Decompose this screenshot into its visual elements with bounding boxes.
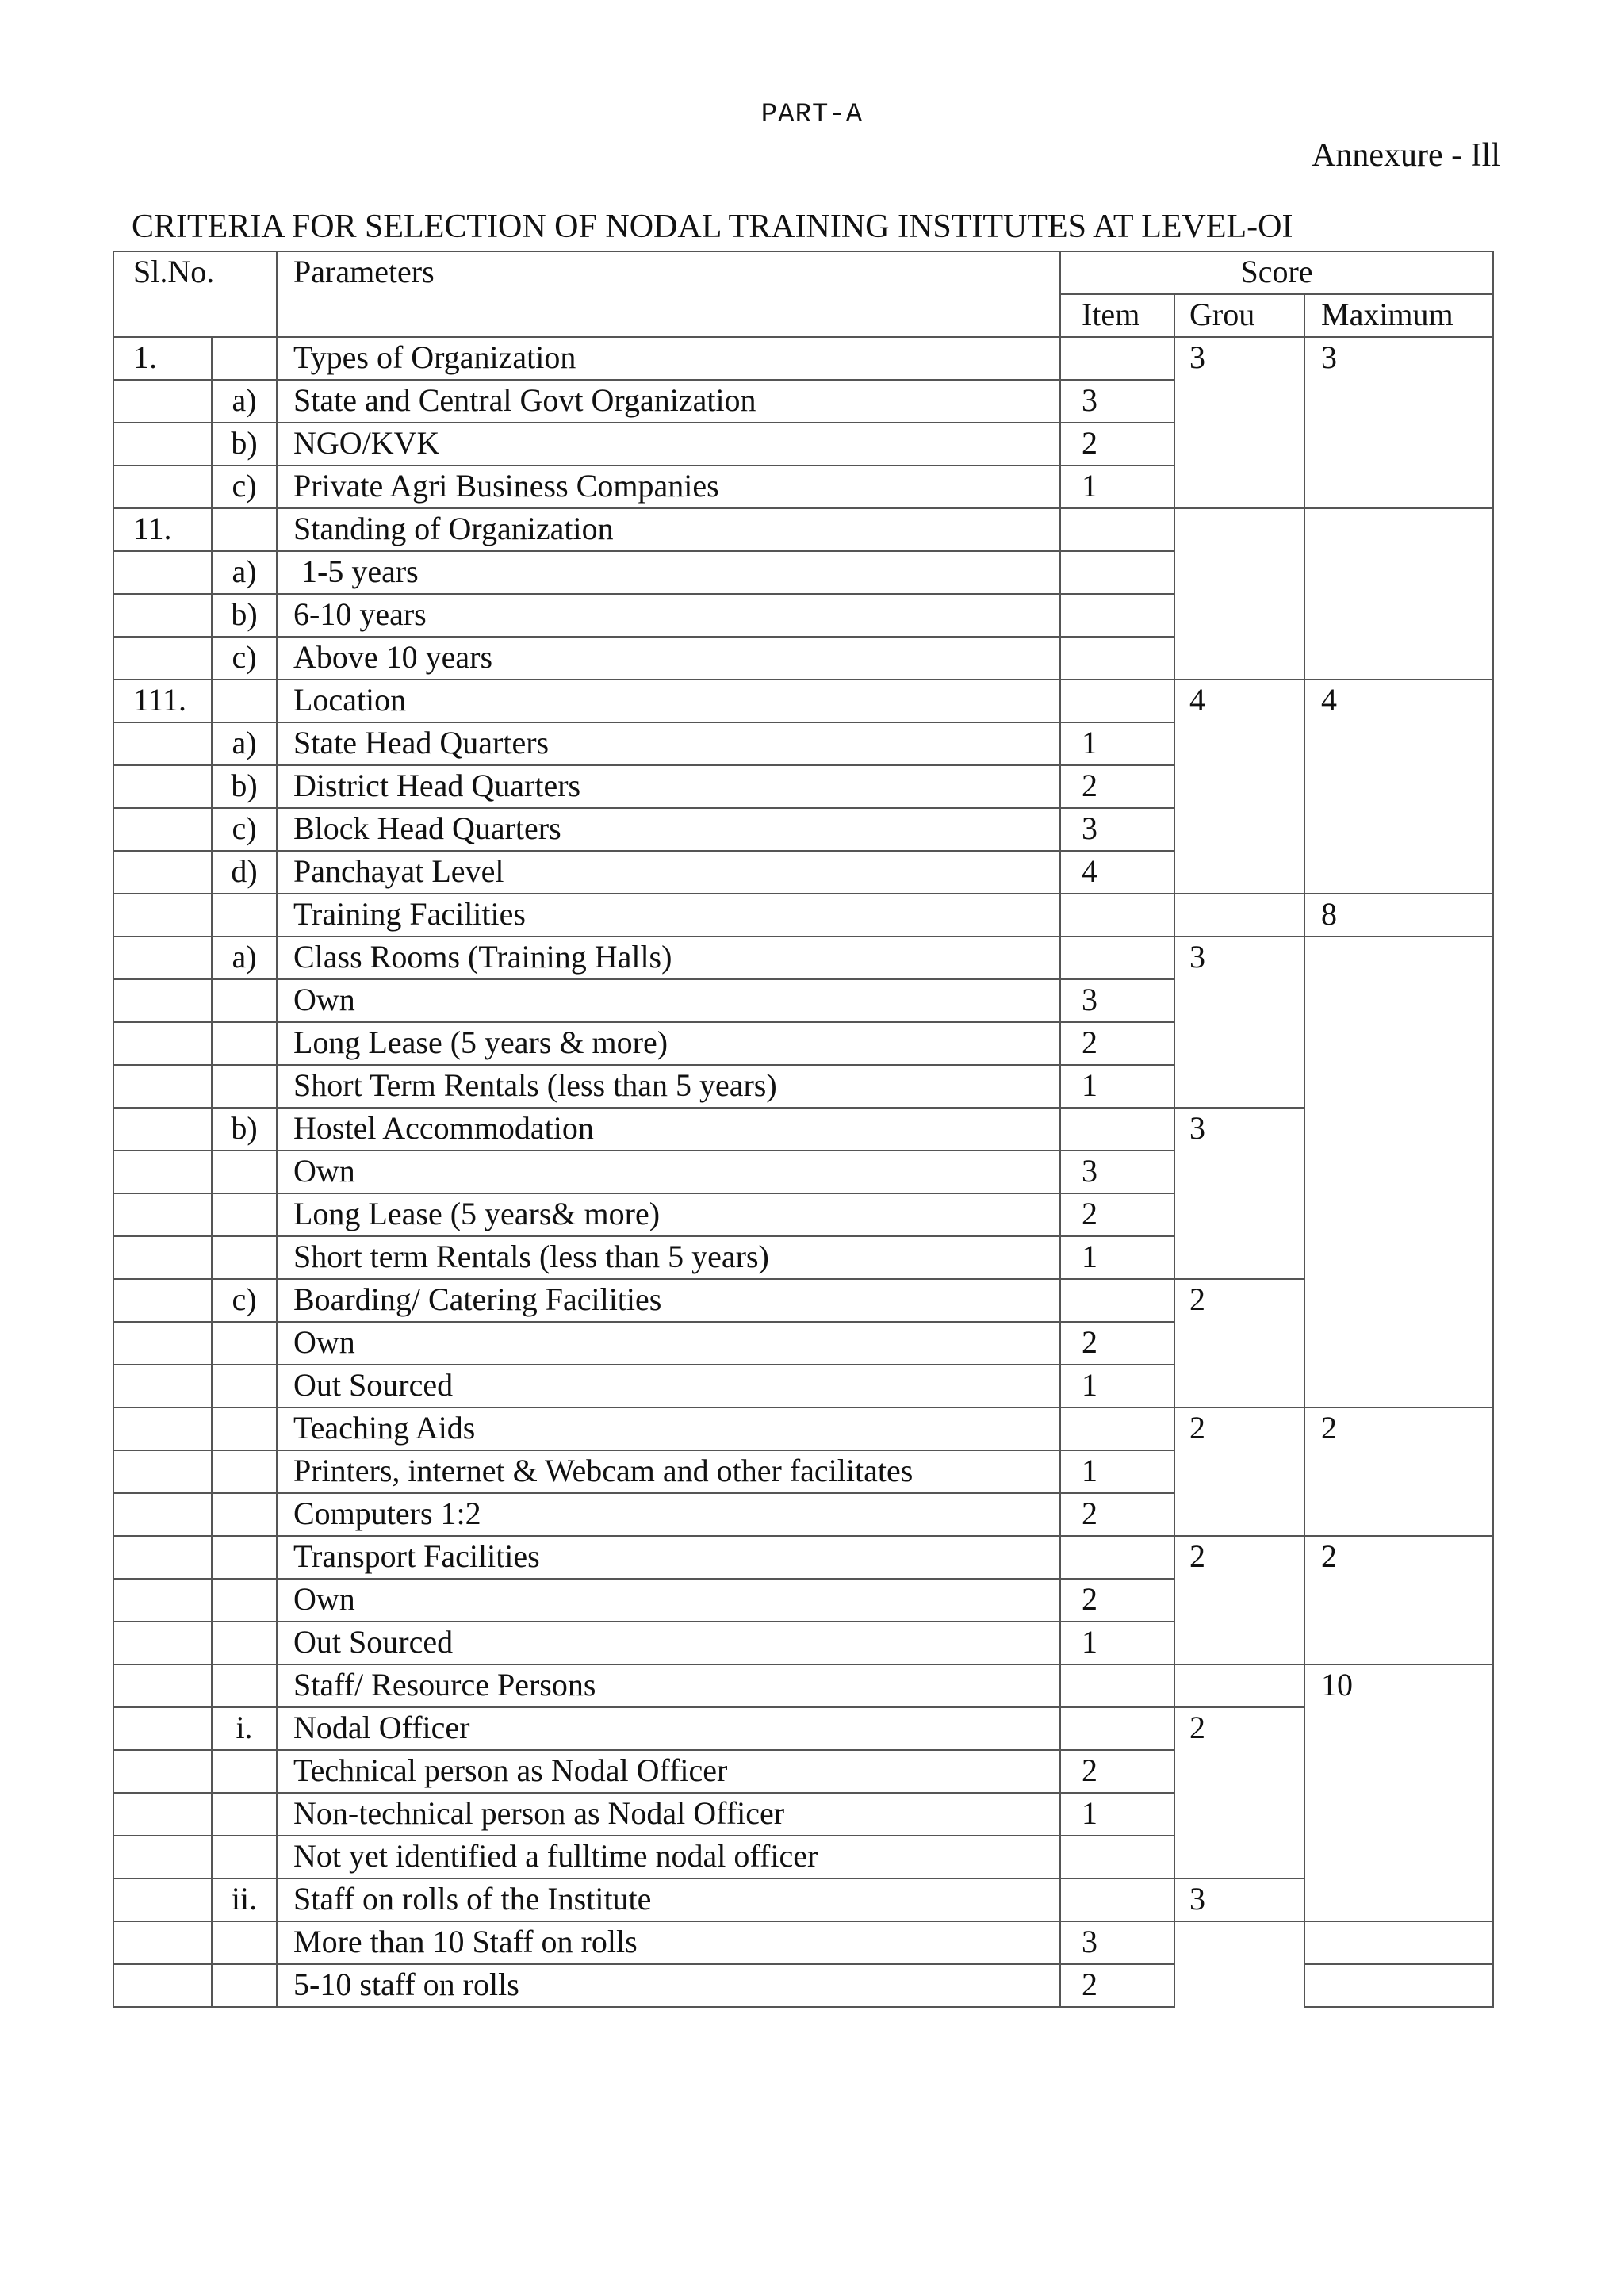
- row-max-score: 4: [1304, 680, 1493, 894]
- row-sub: [212, 1836, 277, 1878]
- row-max-score: 2: [1304, 1536, 1493, 1664]
- row-parameter: Not yet identified a fulltime nodal officer: [277, 1836, 1060, 1878]
- row-max-score: [1304, 1921, 1493, 1964]
- row-slno: [113, 1108, 212, 1151]
- row-item-score: [1060, 1836, 1174, 1878]
- row-parameter: Types of Organization: [277, 337, 1060, 380]
- row-slno: [113, 722, 212, 765]
- row-group-score: 2: [1174, 1279, 1304, 1407]
- row-slno: [113, 808, 212, 851]
- row-slno: [113, 1193, 212, 1236]
- row-slno: [113, 1622, 212, 1664]
- row-parameter: Own: [277, 1322, 1060, 1365]
- row-slno: [113, 1322, 212, 1365]
- row-parameter: Staff/ Resource Persons: [277, 1664, 1060, 1707]
- table-row: [113, 936, 1493, 979]
- row-item-score: [1060, 594, 1174, 637]
- row-item-score: 1: [1060, 1793, 1174, 1836]
- row-sub: [212, 979, 277, 1022]
- row-item-score: 2: [1060, 1493, 1174, 1536]
- row-parameter: Non-technical person as Nodal Officer: [277, 1793, 1060, 1836]
- row-slno: [113, 1964, 212, 2007]
- row-group-score: 2: [1174, 1536, 1304, 1664]
- row-parameter: Transport Facilities: [277, 1536, 1060, 1579]
- row-group-score: [1174, 1921, 1304, 1964]
- row-item-score: [1060, 551, 1174, 594]
- row-slno: [113, 423, 212, 465]
- row-parameter: Standing of Organization: [277, 508, 1060, 551]
- row-slno: [113, 1022, 212, 1065]
- row-slno: [113, 465, 212, 508]
- row-slno: [113, 380, 212, 423]
- row-parameter: Private Agri Business Companies: [277, 465, 1060, 508]
- criteria-table: [113, 251, 1494, 2008]
- table-row: [113, 680, 1493, 722]
- row-sub: [212, 1579, 277, 1622]
- row-slno: [113, 1921, 212, 1964]
- table-row: [113, 1964, 1493, 2007]
- row-slno: [113, 1536, 212, 1579]
- row-item-score: [1060, 1279, 1174, 1322]
- row-sub: [212, 1065, 277, 1108]
- row-slno: [113, 1793, 212, 1836]
- row-sub: a): [212, 722, 277, 765]
- table-row: [113, 1664, 1493, 1707]
- row-slno: [113, 1151, 212, 1193]
- row-parameter: Short Term Rentals (less than 5 years): [277, 1065, 1060, 1108]
- row-max-score: 10: [1304, 1664, 1493, 1921]
- row-slno: [113, 936, 212, 979]
- row-item-score: 3: [1060, 380, 1174, 423]
- row-sub: a): [212, 551, 277, 594]
- row-parameter: NGO/KVK: [277, 423, 1060, 465]
- row-parameter: State Head Quarters: [277, 722, 1060, 765]
- table-row: [113, 1108, 1493, 1151]
- row-slno: [113, 551, 212, 594]
- row-slno: [113, 1365, 212, 1407]
- row-item-score: 1: [1060, 465, 1174, 508]
- row-sub: b): [212, 765, 277, 808]
- row-parameter: Printers, internet & Webcam and other facilitates: [277, 1450, 1060, 1493]
- row-parameter: More than 10 Staff on rolls: [277, 1921, 1060, 1964]
- row-parameter: Computers 1:2: [277, 1493, 1060, 1536]
- row-group-score: 3: [1174, 337, 1304, 508]
- row-sub: [212, 1750, 277, 1793]
- row-group-score: [1174, 894, 1304, 936]
- row-sub: [212, 1793, 277, 1836]
- row-sub: [212, 1322, 277, 1365]
- row-sub: c): [212, 465, 277, 508]
- row-parameter: Panchayat Level: [277, 851, 1060, 894]
- table-row: [113, 894, 1493, 936]
- row-sub: [212, 1536, 277, 1579]
- row-item-score: [1060, 1878, 1174, 1921]
- row-sub: b): [212, 594, 277, 637]
- row-parameter: 6-10 years: [277, 594, 1060, 637]
- row-group-score: 3: [1174, 1878, 1304, 1921]
- row-slno: [113, 894, 212, 936]
- table-row: [113, 1279, 1493, 1322]
- row-slno: [113, 1579, 212, 1622]
- row-parameter: Above 10 years: [277, 637, 1060, 680]
- header-group: Grou: [1174, 294, 1304, 337]
- table-row: [113, 1536, 1493, 1579]
- header-maximum: Maximum: [1304, 294, 1493, 337]
- row-item-score: 3: [1060, 979, 1174, 1022]
- row-parameter: Staff on rolls of the Institute: [277, 1878, 1060, 1921]
- row-parameter: Training Facilities: [277, 894, 1060, 936]
- table-row: [113, 508, 1493, 551]
- row-sub: [212, 1450, 277, 1493]
- row-slno: [113, 1065, 212, 1108]
- header-score: Score: [1060, 251, 1493, 294]
- row-item-score: 1: [1060, 722, 1174, 765]
- row-slno: 11.: [113, 508, 212, 551]
- row-slno: [113, 1664, 212, 1707]
- row-slno: [113, 979, 212, 1022]
- row-parameter: Hostel Accommodation: [277, 1108, 1060, 1151]
- row-slno: [113, 1450, 212, 1493]
- row-item-score: 2: [1060, 1964, 1174, 2007]
- part-label: PART-A: [760, 100, 864, 130]
- row-item-score: [1060, 1664, 1174, 1707]
- row-parameter: Own: [277, 1579, 1060, 1622]
- row-item-score: [1060, 894, 1174, 936]
- row-max-score: 8: [1304, 894, 1493, 936]
- row-item-score: [1060, 337, 1174, 380]
- row-parameter: Boarding/ Catering Facilities: [277, 1279, 1060, 1322]
- row-sub: d): [212, 851, 277, 894]
- row-parameter: State and Central Govt Organization: [277, 380, 1060, 423]
- row-sub: [212, 1964, 277, 2007]
- row-slno: 111.: [113, 680, 212, 722]
- row-sub: [212, 1493, 277, 1536]
- row-sub: [212, 337, 277, 380]
- row-item-score: 2: [1060, 1193, 1174, 1236]
- row-item-score: 1: [1060, 1622, 1174, 1664]
- row-sub: c): [212, 637, 277, 680]
- row-sub: ii.: [212, 1878, 277, 1921]
- row-max-score: [1304, 508, 1493, 680]
- row-parameter: Long Lease (5 years & more): [277, 1022, 1060, 1065]
- row-sub: [212, 1193, 277, 1236]
- row-slno: [113, 851, 212, 894]
- row-item-score: [1060, 936, 1174, 979]
- row-item-score: 2: [1060, 423, 1174, 465]
- row-sub: [212, 508, 277, 551]
- row-sub: b): [212, 423, 277, 465]
- row-group-score: 3: [1174, 936, 1304, 1108]
- row-sub: b): [212, 1108, 277, 1151]
- row-sub: [212, 1151, 277, 1193]
- row-parameter: Out Sourced: [277, 1365, 1060, 1407]
- row-parameter: Short term Rentals (less than 5 years): [277, 1236, 1060, 1279]
- row-parameter: District Head Quarters: [277, 765, 1060, 808]
- row-item-score: [1060, 1108, 1174, 1151]
- row-parameter: Technical person as Nodal Officer: [277, 1750, 1060, 1793]
- row-group-score: 4: [1174, 680, 1304, 894]
- row-parameter: Long Lease (5 years& more): [277, 1193, 1060, 1236]
- row-sub: [212, 1407, 277, 1450]
- row-item-score: 1: [1060, 1236, 1174, 1279]
- row-item-score: [1060, 1536, 1174, 1579]
- row-group-score: [1174, 508, 1304, 680]
- row-parameter: Out Sourced: [277, 1622, 1060, 1664]
- row-sub: [212, 1022, 277, 1065]
- row-slno: [113, 637, 212, 680]
- row-max-score: 3: [1304, 337, 1493, 508]
- row-item-score: 3: [1060, 1151, 1174, 1193]
- row-max-score: [1304, 1964, 1493, 2007]
- row-parameter: Own: [277, 979, 1060, 1022]
- header-slno: Sl.No.: [113, 251, 277, 337]
- row-group-score: 2: [1174, 1707, 1304, 1878]
- row-item-score: 2: [1060, 1322, 1174, 1365]
- document-title: CRITERIA FOR SELECTION OF NODAL TRAINING INSTITUTES AT LEVEL-OI: [132, 209, 1293, 245]
- row-item-score: [1060, 508, 1174, 551]
- row-sub: c): [212, 808, 277, 851]
- row-sub: [212, 1365, 277, 1407]
- table-row: [113, 1407, 1493, 1450]
- row-group-score: [1174, 1664, 1304, 1707]
- row-max-score: [1304, 936, 1493, 1407]
- row-item-score: 3: [1060, 1921, 1174, 1964]
- row-max-score: 2: [1304, 1407, 1493, 1536]
- row-sub: [212, 894, 277, 936]
- table-row: [113, 1921, 1493, 1964]
- row-parameter: Class Rooms (Training Halls): [277, 936, 1060, 979]
- row-slno: [113, 1878, 212, 1921]
- row-parameter: Block Head Quarters: [277, 808, 1060, 851]
- row-sub: a): [212, 380, 277, 423]
- row-group-score: 3: [1174, 1108, 1304, 1279]
- row-item-score: [1060, 680, 1174, 722]
- row-slno: [113, 1407, 212, 1450]
- row-parameter: Teaching Aids: [277, 1407, 1060, 1450]
- row-item-score: 2: [1060, 765, 1174, 808]
- row-item-score: 3: [1060, 808, 1174, 851]
- row-item-score: 2: [1060, 1579, 1174, 1622]
- row-group-score: 2: [1174, 1407, 1304, 1536]
- row-parameter: 5-10 staff on rolls: [277, 1964, 1060, 2007]
- row-slno: 1.: [113, 337, 212, 380]
- row-slno: [113, 1236, 212, 1279]
- table-row: [113, 337, 1493, 380]
- row-item-score: [1060, 1707, 1174, 1750]
- header-parameters: Parameters: [277, 251, 1060, 337]
- row-item-score: [1060, 1407, 1174, 1450]
- row-sub: c): [212, 1279, 277, 1322]
- row-item-score: 1: [1060, 1450, 1174, 1493]
- row-sub: [212, 1921, 277, 1964]
- table-row: [113, 1707, 1493, 1750]
- row-item-score: 2: [1060, 1022, 1174, 1065]
- row-item-score: [1060, 637, 1174, 680]
- row-parameter: Own: [277, 1151, 1060, 1193]
- row-sub: [212, 680, 277, 722]
- row-item-score: 1: [1060, 1065, 1174, 1108]
- row-slno: [113, 1707, 212, 1750]
- row-parameter: 1-5 years: [277, 551, 1060, 594]
- row-slno: [113, 1750, 212, 1793]
- row-item-score: 1: [1060, 1365, 1174, 1407]
- row-slno: [113, 1836, 212, 1878]
- row-slno: [113, 765, 212, 808]
- row-group-score: [1174, 1964, 1304, 2007]
- row-sub: i.: [212, 1707, 277, 1750]
- row-item-score: 4: [1060, 851, 1174, 894]
- row-sub: a): [212, 936, 277, 979]
- row-sub: [212, 1236, 277, 1279]
- annexure-label: Annexure - Ill: [1312, 137, 1500, 174]
- row-slno: [113, 1279, 212, 1322]
- row-slno: [113, 1493, 212, 1536]
- row-parameter: Nodal Officer: [277, 1707, 1060, 1750]
- table-row: [113, 1878, 1493, 1921]
- row-parameter: Location: [277, 680, 1060, 722]
- row-slno: [113, 594, 212, 637]
- row-sub: [212, 1664, 277, 1707]
- row-item-score: 2: [1060, 1750, 1174, 1793]
- header-item: Item: [1060, 294, 1174, 337]
- row-sub: [212, 1622, 277, 1664]
